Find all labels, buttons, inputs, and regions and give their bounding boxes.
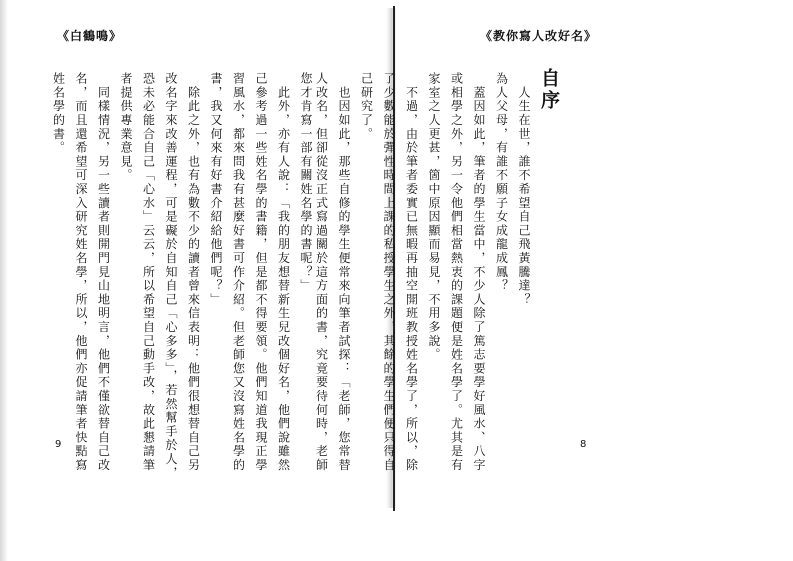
paragraph: 除此之外，也有為數不少的讀者曾來信表明：他們很想替自己另	[186, 72, 201, 473]
left-page-number: 9	[55, 439, 62, 450]
paragraph: 恐未必能合自己「心水」云云，所以希望自己動手改，故此懇請筆	[141, 72, 156, 473]
paragraph: 己參考過一些姓名學的書籍，但是都不得要領。他們知道我現正學	[254, 72, 268, 473]
chapter-title: 自序	[538, 68, 560, 112]
left-body-text	[47, 72, 317, 480]
paragraph: 書，我又何來有好書介紹給他們呢？」	[209, 72, 223, 307]
paragraph: 改名字來改善運程，可是礙於自知自己「心多多」，若然幫手於人，	[164, 72, 178, 480]
paragraph: 不過，由於筆者委實已無暇再抽空開班教授姓名學了，所以，除	[404, 72, 419, 473]
right-page	[314, 0, 793, 561]
paragraph: 人改名，但卻從沒正式寫過關於這方面的書，究竟要待何時，老師	[314, 72, 329, 473]
paragraph: 習風水，都來問我有甚麼好書可作介紹。但老師您又沒寫姓名學的	[231, 72, 246, 473]
paragraph: 同樣情況，另一些讀者則開門見山地明言，他們不僅欲替自己改	[96, 72, 111, 473]
right-page-number: 8	[580, 439, 587, 450]
paragraph: 姓名學的書。	[51, 72, 66, 155]
paragraph: 您才肯寫一部有關姓名學的書呢？」	[299, 72, 313, 293]
paragraph: 或相學之外，另一令他們相當熱衷的課題便是姓名學了。尤其是有	[449, 72, 464, 473]
paragraph: 人生在世，誰不希望自己飛黃騰達？	[517, 72, 531, 307]
left-running-header: 《白鶴鳴》	[57, 29, 123, 43]
paragraph: 蓋因如此，筆者的學生當中，不少人除了篤志要學好風水、八字	[472, 72, 486, 473]
paragraph: 家室之人更甚，箇中原因顯而易見，不用多說。	[427, 72, 441, 362]
paragraph: 了少數能於彈性時間上課的私授學生之外，其餘的學生們便只得自	[382, 72, 396, 473]
paragraph: 己研究了。	[359, 72, 374, 141]
paragraph: 此外，亦有人說：「我的朋友想替新生兒改個好名，他們說雖然	[276, 72, 291, 473]
paragraph: 也因如此，那些自修的學生便常來向筆者試探：「老師，您常替	[337, 72, 351, 473]
right-body-text	[310, 72, 535, 472]
paragraph: 為人父母，有誰不願子女成龍成鳳？	[494, 72, 509, 293]
paragraph: 者提供專業意見。	[119, 72, 133, 183]
page-edge-shadow	[0, 0, 8, 561]
right-running-header: 《教你寫人改好名》	[480, 29, 598, 43]
paragraph: 名，而且還希望可深入研究姓名學，所以，他們亦促請筆者快點寫	[74, 72, 88, 473]
